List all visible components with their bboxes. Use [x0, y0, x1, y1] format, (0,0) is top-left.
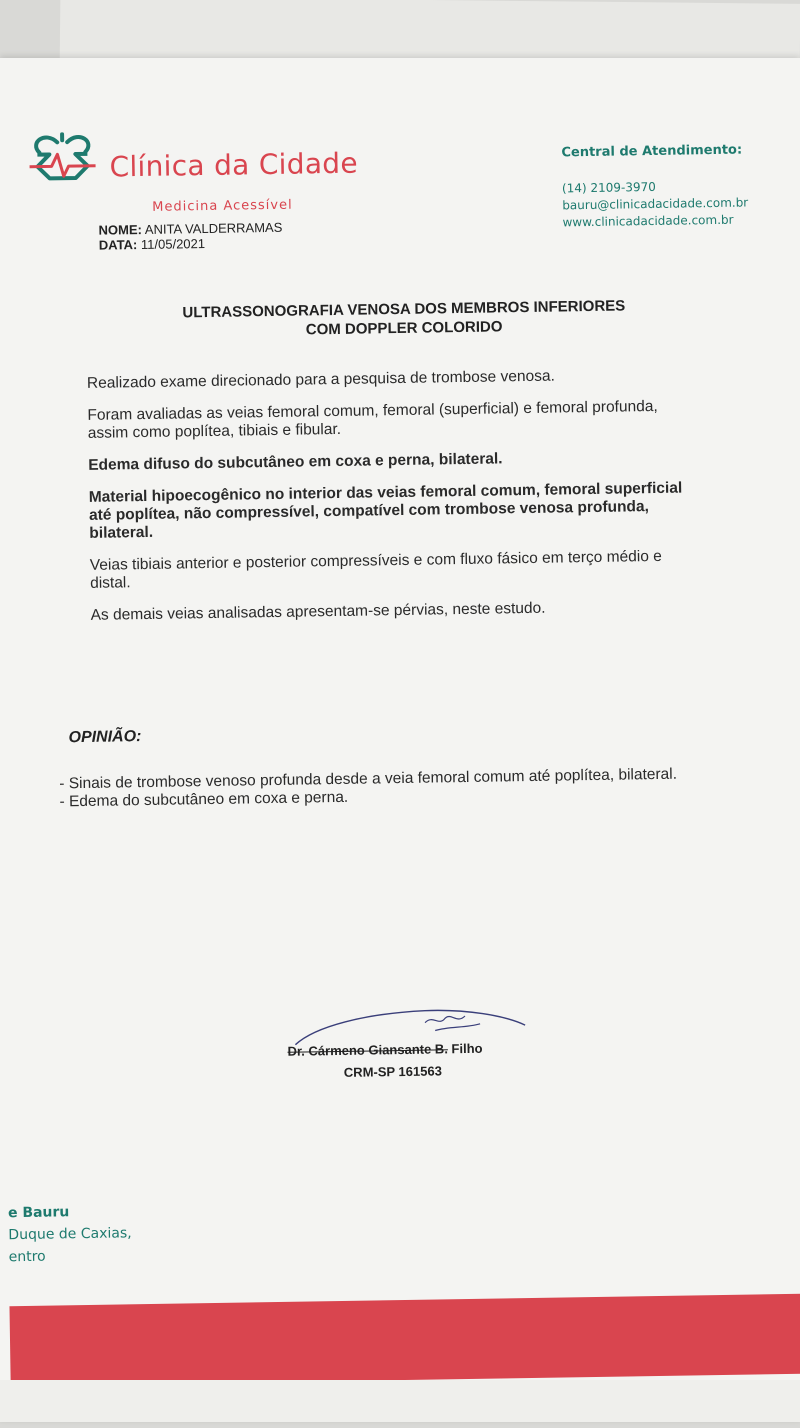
- opinion-heading: OPINIÃO:: [68, 728, 142, 747]
- doctor-name: [287, 1041, 482, 1059]
- patient-name-row: [98, 220, 282, 238]
- patient-date-value: 11/05/2021: [140, 236, 206, 253]
- patient-name-label: NOME:: [98, 221, 143, 238]
- finding-paragraph: Edema difuso do subcutâneo em coxa e perna, bilateral.: [88, 450, 503, 474]
- brand-name: Clínica da Cidade: [109, 146, 359, 184]
- bottom-paper-strip: [0, 1380, 800, 1422]
- exam-title-line2: COM DOPPLER COLORIDO: [305, 318, 503, 339]
- finding-paragraph: Material hipoecogênico no interior das veias femoral comum, femoral superficial até poplítea, não compressível, compatível com trombose venosa profunda, bilateral.: [88, 479, 683, 542]
- patient-date-label: DATA:: [98, 237, 138, 253]
- footer-address: [8, 1200, 132, 1268]
- opinion-item: - Edema do subcutâneo em coxa e perna.: [59, 788, 349, 811]
- doctor-name-suffix: Filho: [447, 1040, 483, 1057]
- contact-title: Central de Atendimento:: [561, 142, 743, 161]
- patient-info: [98, 220, 282, 253]
- signature-scribble: [275, 1003, 536, 1047]
- finding-paragraph: Veias tibiais anterior e posterior compressíveis e com fluxo fásico em terço médio e distal.: [89, 547, 662, 592]
- footer-street: Duque de Caxias,: [8, 1225, 132, 1244]
- opinion-list: [59, 765, 699, 811]
- exam-title-line1: ULTRASSONOGRAFIA VENOSA DOS MEMBROS INFERIORES: [182, 297, 626, 322]
- finding-paragraph: Realizado exame direcionado para a pesquisa de trombose venosa.: [86, 367, 555, 392]
- patient-date-row: [99, 235, 283, 253]
- finding-paragraph: As demais veias analisadas apresentam-se pérvias, neste estudo.: [90, 599, 546, 624]
- clinic-logo-icon: [27, 132, 98, 193]
- contact-email: bauru@clinicadacidade.com.br: [562, 195, 749, 213]
- footer-red-bar: [9, 1294, 800, 1387]
- exam-title: [144, 296, 665, 342]
- doctor-name-prefix: Dr. Cármeno Giansante B.: [287, 1041, 448, 1059]
- contact-website: www.clinicadacidade.com.br: [562, 212, 734, 230]
- patient-name-value: ANITA VALDERRAMAS: [144, 219, 283, 237]
- footer-city: e Bauru: [7, 1204, 70, 1222]
- brand-tagline: Medicina Acessível: [152, 197, 293, 215]
- findings: [87, 365, 701, 639]
- finding-paragraph: Foram avaliadas as veias femoral comum, femoral (superficial) e femoral profunda, assim como poplítea, tibiais e fibular.: [87, 397, 658, 442]
- footer-district: entro: [8, 1248, 46, 1266]
- contact-block: [561, 142, 748, 231]
- opinion-item: - Sinais de trombose venoso profunda desde a veia femoral comum até poplítea, bilateral.: [59, 765, 678, 793]
- contact-phone: (14) 2109-3970: [561, 179, 656, 196]
- doctor-crm: CRM-SP 161563: [343, 1063, 442, 1080]
